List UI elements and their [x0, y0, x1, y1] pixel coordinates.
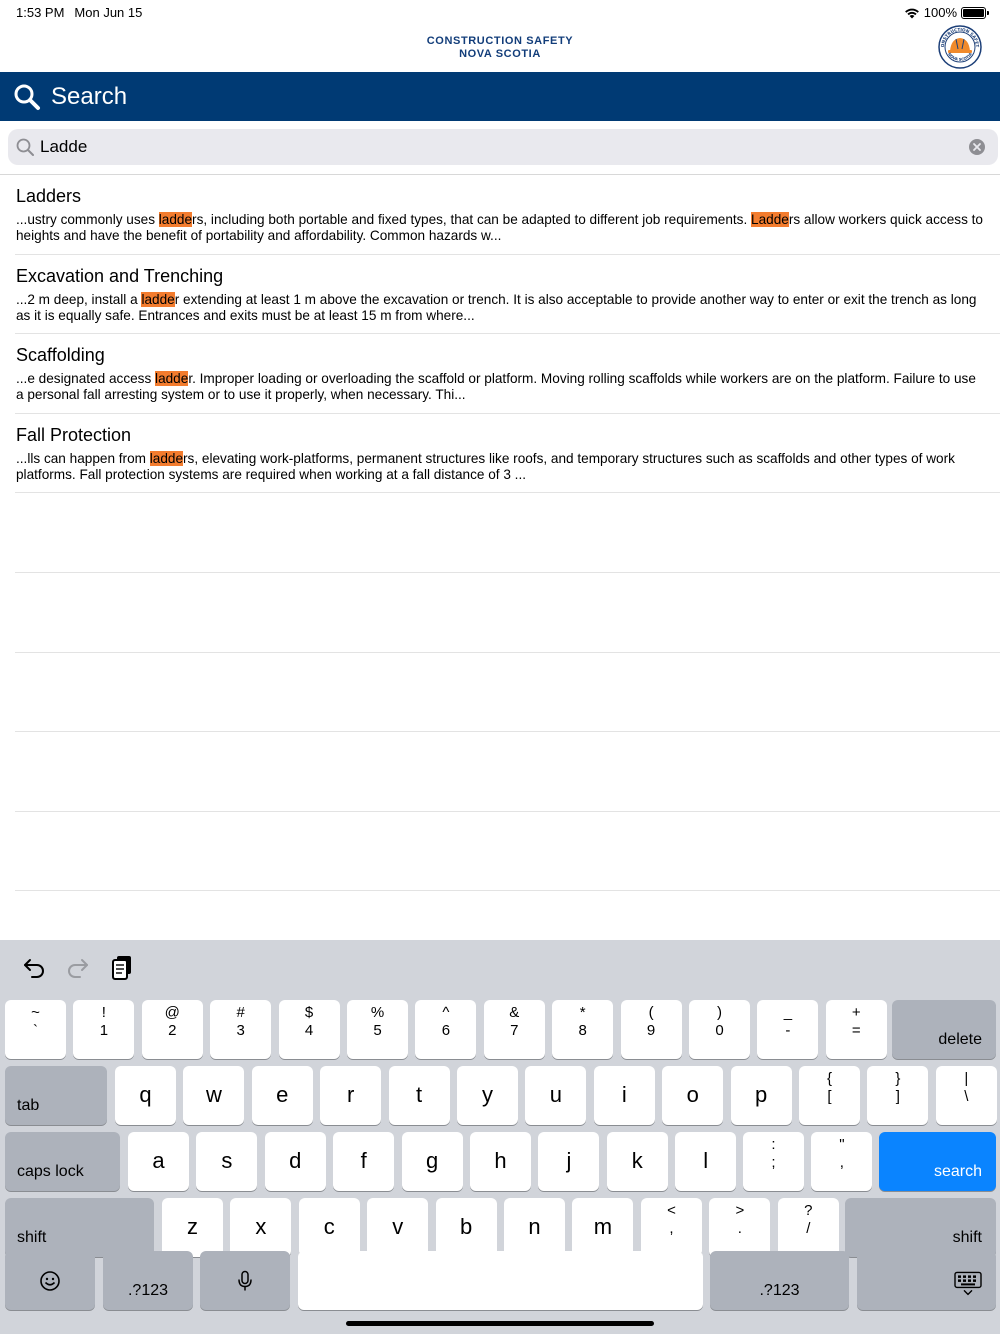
key-y[interactable] — [457, 1066, 518, 1125]
key-glyph: 1 — [99, 1022, 109, 1039]
key-label: search — [933, 1163, 982, 1180]
key-glyph: 2 — [168, 1022, 177, 1039]
key-glyph: . — [737, 1220, 742, 1237]
key-glyph: n — [528, 1213, 541, 1239]
snippet-text: rs allow workers quick access to heights and have the benefit of portability and affordability. Common hazards w... — [16, 212, 983, 243]
key-z[interactable] — [162, 1198, 223, 1257]
result-snippet — [16, 451, 986, 483]
snippet-text: r extending at least 1 m above the excavation or trench. It is also acceptable to provide another way to enter or exit the trench as long as it is equally safe. Entrances and exits must be at least 15 m from where... — [16, 291, 977, 323]
match-highlight: ladde — [141, 291, 175, 307]
key-glyph: 5 — [373, 1022, 382, 1039]
key-d[interactable] — [265, 1132, 326, 1191]
key-f[interactable] — [333, 1132, 394, 1191]
space-bar[interactable] — [298, 1251, 703, 1310]
key-m[interactable] — [572, 1198, 633, 1257]
key-shift-glyph: " — [839, 1136, 845, 1153]
key-label: .?123 — [127, 1282, 169, 1299]
key-glyph: t — [416, 1081, 423, 1107]
match-highlight: ladde — [158, 212, 193, 227]
key-slash[interactable] — [778, 1198, 839, 1257]
key-shift-glyph: + — [851, 1004, 861, 1021]
key-glyph: = — [851, 1022, 861, 1039]
left-shift-key[interactable] — [5, 1198, 154, 1257]
key-8[interactable] — [552, 1000, 613, 1059]
key-u[interactable] — [525, 1066, 586, 1125]
key-shift-glyph: _ — [783, 1004, 793, 1021]
result-title: Ladders — [16, 186, 82, 206]
result-row[interactable] — [15, 255, 1000, 335]
key-n[interactable] — [504, 1198, 565, 1257]
key-q[interactable] — [115, 1066, 176, 1125]
key-label: caps lock — [17, 1163, 84, 1180]
status-time: 1:53 PM — [16, 5, 65, 20]
key-glyph: 0 — [715, 1022, 724, 1039]
match-highlight: ladde — [149, 450, 184, 466]
key-r[interactable] — [320, 1066, 381, 1125]
key-glyph: x — [255, 1213, 267, 1239]
logo-text-top: ONSTRUCTION SAFET — [939, 26, 981, 48]
empty-row — [15, 732, 1000, 812]
logo-text-bottom: NOVA SCOTIA — [947, 51, 973, 62]
keyboard-toolbar — [0, 940, 1000, 996]
key-[[interactable] — [799, 1066, 860, 1125]
key-][interactable] — [867, 1066, 928, 1125]
key-glyph: g — [425, 1147, 439, 1173]
search-field-container[interactable] — [8, 129, 998, 165]
key-shift-glyph: % — [370, 1004, 385, 1021]
match-highlight: Ladde — [751, 212, 789, 227]
key-glyph: ] — [895, 1088, 900, 1105]
key-t[interactable] — [389, 1066, 450, 1125]
csns-logo[interactable] — [938, 25, 982, 69]
key-quote[interactable] — [811, 1132, 872, 1191]
brand-title — [0, 35, 1000, 61]
key-glyph: i — [621, 1081, 627, 1107]
microphone-icon — [237, 1270, 253, 1291]
tab-key[interactable] — [5, 1066, 107, 1125]
key-e[interactable] — [252, 1066, 313, 1125]
status-date: Mon Jun 15 — [74, 5, 143, 20]
key-glyph: a — [152, 1147, 165, 1173]
key-4[interactable] — [279, 1000, 340, 1059]
key-9[interactable] — [621, 1000, 682, 1059]
key-2[interactable] — [142, 1000, 203, 1059]
snippet-text: ...ustry commonly uses — [16, 212, 159, 227]
empty-row — [15, 812, 1000, 892]
key-j[interactable] — [538, 1132, 599, 1191]
key-glyph: 4 — [304, 1022, 314, 1039]
key-glyph: 6 — [441, 1022, 451, 1039]
battery-percent: 100% — [923, 5, 957, 20]
empty-row — [15, 573, 1000, 653]
result-title: Excavation and Trenching — [16, 265, 224, 286]
snippet-text: rs, elevating work-platforms, permanent structures like roofs, and temporary structures such as scaffolds and other types of work platforms. Fall protection systems are required when working at a fall distance of 3 ... — [16, 450, 955, 482]
key-shift-glyph: ! — [101, 1004, 106, 1021]
key-k[interactable] — [607, 1132, 668, 1191]
search-key[interactable] — [879, 1132, 996, 1191]
key-semicolon[interactable] — [743, 1132, 804, 1191]
search-icon — [13, 83, 41, 111]
key-6[interactable] — [415, 1000, 476, 1059]
key-glyph: , — [839, 1154, 844, 1171]
key-shift-glyph: @ — [164, 1004, 180, 1021]
key-shift-glyph: ( — [648, 1004, 654, 1021]
key-glyph: / — [806, 1220, 811, 1237]
key-glyph: r — [347, 1081, 355, 1107]
numeric-key-right[interactable] — [710, 1251, 849, 1310]
key-shift-glyph: } — [895, 1070, 901, 1087]
key-w[interactable] — [183, 1066, 244, 1125]
key-label: tab — [17, 1097, 40, 1114]
emoji-icon — [39, 1270, 61, 1292]
key-glyph: f — [360, 1147, 367, 1173]
key-glyph: m — [593, 1213, 613, 1239]
key-a[interactable] — [128, 1132, 189, 1191]
numeric-key-left[interactable] — [103, 1251, 193, 1310]
snippet-text: r. Improper loading or overloading the scaffold or platform. Moving rolling scaffolds while workers are on the platform. Failure to use a personal fall arresting system or to use it properly, when necessary. Thi... — [16, 371, 976, 403]
snippet-text: ...lls can happen from — [16, 450, 150, 466]
app-header — [0, 24, 1000, 72]
empty-row — [15, 653, 1000, 733]
results-list — [0, 175, 1000, 891]
key-glyph: j — [566, 1147, 572, 1173]
key-shift-glyph: ~ — [31, 1004, 40, 1021]
key-label: .?123 — [759, 1282, 800, 1299]
result-snippet — [16, 292, 986, 324]
key-shift-glyph: * — [579, 1004, 586, 1021]
key-glyph: y — [482, 1081, 493, 1107]
home-indicator[interactable] — [346, 1321, 654, 1326]
snippet-text: ...e designated access — [16, 371, 156, 387]
key-\[interactable] — [936, 1066, 997, 1125]
key-`[interactable] — [5, 1000, 66, 1059]
page-header — [0, 72, 1000, 121]
brand-line-2: NOVA SCOTIA — [459, 48, 541, 60]
key-x[interactable] — [230, 1198, 291, 1257]
brand-line-1: CONSTRUCTION SAFETY — [426, 35, 574, 47]
emoji-key[interactable] — [5, 1251, 95, 1310]
key-glyph: u — [549, 1081, 563, 1107]
onscreen-keyboard — [0, 940, 1000, 1334]
key-period[interactable] — [709, 1198, 770, 1257]
result-title: Scaffolding — [16, 345, 105, 366]
search-bar — [0, 121, 1000, 175]
key-shift-glyph: $ — [304, 1004, 314, 1021]
key-glyph: c — [323, 1213, 335, 1239]
key-glyph: e — [276, 1081, 289, 1107]
key-glyph: s — [221, 1147, 233, 1173]
key-0[interactable] — [689, 1000, 750, 1059]
page-title: Search — [51, 82, 128, 110]
battery-icon — [961, 7, 986, 19]
key-glyph: 3 — [236, 1022, 245, 1039]
status-bar — [0, 0, 1000, 24]
key-7[interactable] — [484, 1000, 545, 1059]
key-v[interactable] — [367, 1198, 428, 1257]
key-glyph: , — [669, 1220, 674, 1237]
key-b[interactable] — [436, 1198, 497, 1257]
key-l[interactable] — [675, 1132, 736, 1191]
key-glyph: [ — [827, 1088, 832, 1105]
key-1[interactable] — [73, 1000, 134, 1059]
key-glyph: ` — [33, 1022, 38, 1039]
wifi-icon — [904, 7, 920, 19]
paste-icon[interactable] — [109, 954, 135, 980]
key-s[interactable] — [196, 1132, 257, 1191]
result-title: Fall Protection — [16, 424, 132, 445]
key-shift-glyph: | — [964, 1070, 969, 1087]
redo-icon[interactable] — [65, 954, 91, 980]
key-glyph: z — [187, 1213, 198, 1239]
result-row[interactable] — [15, 414, 1000, 494]
key-glyph: k — [631, 1147, 643, 1173]
key-glyph: p — [754, 1081, 768, 1107]
key-h[interactable] — [470, 1132, 531, 1191]
match-highlight: ladde — [155, 371, 189, 387]
result-snippet — [16, 212, 986, 244]
right-shift-key[interactable] — [845, 1198, 996, 1257]
delete-key[interactable] — [892, 1000, 996, 1059]
key-shift-glyph: > — [735, 1202, 745, 1219]
keyboard-dismiss-icon — [954, 1271, 982, 1295]
snippet-text: rs, including both portable and fixed types, that can be adapted to different job requirements. — [192, 212, 752, 227]
key-i[interactable] — [594, 1066, 655, 1125]
search-field-icon — [16, 138, 34, 156]
dictation-key[interactable] — [200, 1251, 290, 1310]
key-=[interactable] — [826, 1000, 887, 1059]
key-glyph: ; — [771, 1154, 776, 1171]
key-shift-glyph: # — [236, 1004, 245, 1021]
key-shift-glyph: < — [667, 1202, 676, 1219]
key-shift-glyph: { — [826, 1070, 832, 1087]
dismiss-keyboard-key[interactable] — [857, 1251, 996, 1310]
empty-row — [15, 493, 1000, 573]
key-glyph: - — [785, 1022, 791, 1039]
key-glyph: d — [289, 1147, 302, 1173]
clear-search-icon[interactable] — [969, 139, 985, 155]
key-c[interactable] — [299, 1198, 360, 1257]
key-comma[interactable] — [641, 1198, 702, 1257]
search-input[interactable] — [40, 137, 960, 157]
result-snippet — [16, 371, 986, 403]
key--[interactable] — [757, 1000, 818, 1059]
key-label: shift — [952, 1229, 982, 1246]
key-label: delete — [938, 1031, 982, 1048]
result-row[interactable] — [15, 175, 1000, 255]
key-shift-glyph: ) — [717, 1004, 722, 1021]
key-shift-glyph: ? — [804, 1202, 813, 1219]
key-p[interactable] — [731, 1066, 792, 1125]
key-glyph: b — [459, 1213, 473, 1239]
key-5[interactable] — [347, 1000, 408, 1059]
result-row[interactable] — [15, 334, 1000, 414]
key-shift-glyph: ^ — [442, 1004, 450, 1021]
key-glyph: o — [686, 1081, 699, 1107]
key-glyph: w — [205, 1081, 222, 1107]
key-glyph: \ — [964, 1088, 969, 1105]
key-o[interactable] — [662, 1066, 723, 1125]
key-glyph: 9 — [646, 1022, 656, 1039]
key-label: shift — [17, 1229, 47, 1246]
key-3[interactable] — [210, 1000, 271, 1059]
key-shift-glyph: : — [771, 1136, 776, 1153]
key-glyph: 8 — [578, 1022, 587, 1039]
key-glyph: 7 — [510, 1022, 519, 1039]
key-g[interactable] — [402, 1132, 463, 1191]
key-shift-glyph: & — [509, 1004, 520, 1021]
key-glyph: h — [494, 1147, 507, 1173]
caps-lock-key[interactable] — [5, 1132, 120, 1191]
undo-icon[interactable] — [21, 954, 47, 980]
snippet-text: ...2 m deep, install a — [16, 291, 142, 307]
key-glyph: q — [139, 1081, 152, 1107]
key-glyph: l — [703, 1147, 709, 1173]
key-glyph: v — [392, 1213, 404, 1239]
